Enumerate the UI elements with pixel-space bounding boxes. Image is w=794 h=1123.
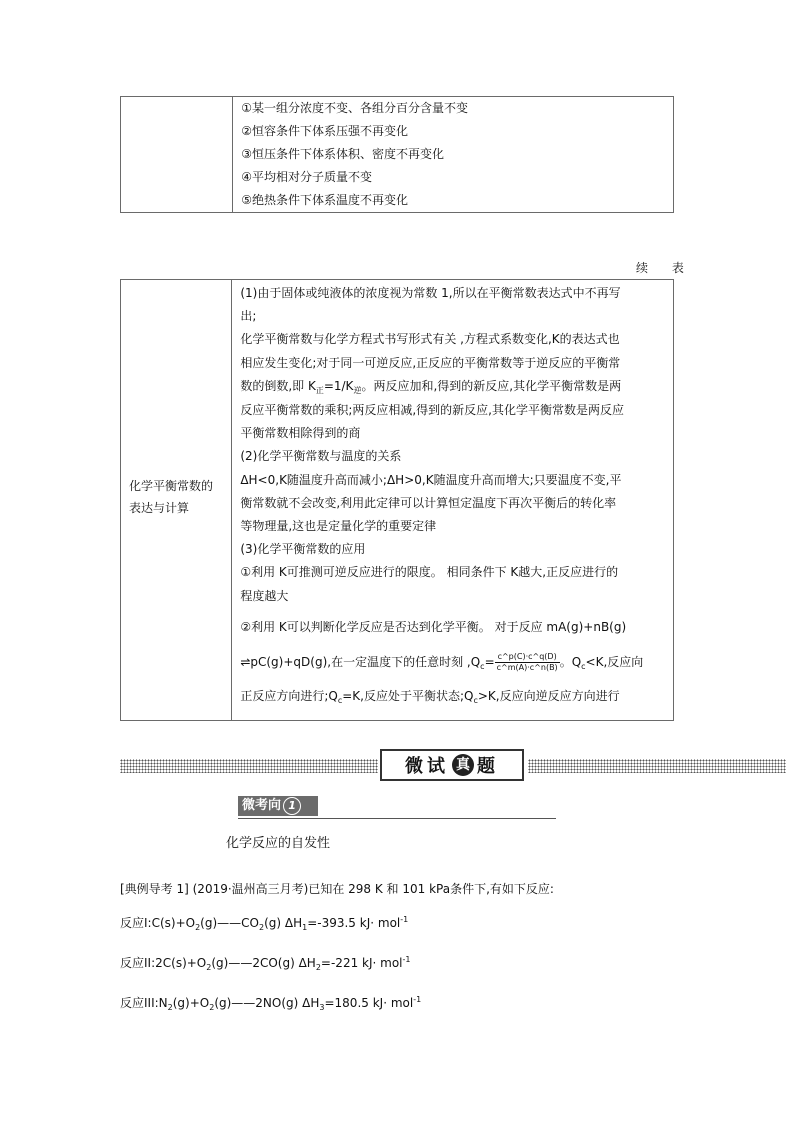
criteria-left-cell [121,97,233,213]
criteria-item: ②恒容条件下体系压强不再变化 [241,124,409,138]
text-line: 程度越大 [240,588,289,603]
example-intro: [典例导考 1] (2019·温州高三月考)已知在 298 K 和 101 kPa条件下,有如下反应: [120,882,554,896]
content-cell [232,280,674,721]
section-banner: 微试 真 题 [380,749,524,781]
dotted-divider-right [528,759,786,773]
text-line: 正反应方向进行$;Q_c=K$,反应处于平衡状态$;Q_c>K$,反应向逆反应方向进行 [240,689,620,706]
text-line: 数的倒数,即 $K_正=1/K_逆$。两反应加和,得到的新反应,其化学平衡常数是两 [240,378,622,395]
criteria-item: ④平均相对分子质量不变 [241,170,373,184]
topic-label-line: 化学平衡常数的 [129,479,214,493]
criteria-right-cell [233,97,674,213]
text-line: ①利用 K可推测可逆反应进行的限度。 相同条件下 K越大,正反应进行的 [240,565,619,580]
text-line: (3)化学平衡常数的应用 [240,542,366,557]
text-line: (1)由于固体或纯液体的浓度视为常数 1,所以在平衡常数表达式中不再写 [240,286,621,300]
criteria-item: ①某一组分浓度不变、各组分百分含量不变 [241,101,469,115]
tag-underline [238,818,556,819]
continued-label: 续 表 [636,261,694,275]
qc-fraction: $\frac{c\^{}p(C)\cdot c\^{}q(D)}{c\^{}m(A)\cdot c\^{}n(B)}$ [496,652,558,673]
topic-cell [121,280,232,721]
topic-tag: 微考向 1 [238,796,318,816]
text-line: 出; [240,309,257,324]
reaction-1: 反应$I:C(s)+O_2(g)——CO_2(g)$ $\Delta H_1=-393.5$ kJ· mol$^{-1}$ [120,915,409,932]
tag-number: 1 [283,797,301,815]
text-line: 等物理量,这也是定量化学的重要定律 [240,519,437,534]
dotted-divider-left [120,759,378,773]
text-line: (2)化学平衡常数与温度的关系 [240,449,402,464]
text-line: 反应平衡常数的乘积;两反应相减,得到的新反应,其化学平衡常数是两反应 [240,403,625,418]
equilibrium-constant-table [120,279,674,721]
text-line: 平衡常数相除得到的商 [240,426,361,441]
criteria-table [120,96,674,213]
text-line: 化学平衡常数与化学方程式书写形式有关 ,方程式系数变化,K的表达式也 [240,332,620,347]
reaction-3: 反应$III:N_2(g)+O_2(g)——2NO(g)$ $\Delta H_3=180.5$ kJ· mol$^{-1}$ [120,995,422,1012]
reaction-2: 反应$II:2C(s)+O_2(g)——2CO(g)$ $\Delta H_2=-221$ kJ· mol$^{-1}$ [120,955,411,972]
text-line: ②利用 K可以判断化学反应是否达到化学平衡。 对于反应 mA(g)+nB(g) [240,619,627,634]
topic-label-line: 表达与计算 [129,501,190,515]
text-line: 相应发生变化;对于同一可逆反应,正反应的平衡常数等于逆反应的平衡常 [240,355,621,370]
criteria-item: ③恒压条件下体系体积、密度不再变化 [241,147,445,161]
text-line: ⇌pC(g)+qD(g),在一定温度下的任意时刻 $,Q_c=$ $\frac{c\^{}p(C)\cdot c\^{}q(D)}{c\^{}m(A)\cdot c\^{}n(B)}$ 。$Q_c<K$,反应向 [240,652,644,673]
criteria-item: ⑤绝热条件下体系温度不再变化 [241,193,409,207]
text-line: ΔH<0,K随温度升高而减小;ΔH>0,K随温度升高而增大;只要温度不变,平 [240,472,622,487]
section-title: 化学反应的自发性 [226,836,331,851]
banner-circle: 真 [452,754,474,776]
text-line: 衡常数就不会改变,利用此定律可以计算恒定温度下再次平衡后的转化率 [240,495,617,510]
